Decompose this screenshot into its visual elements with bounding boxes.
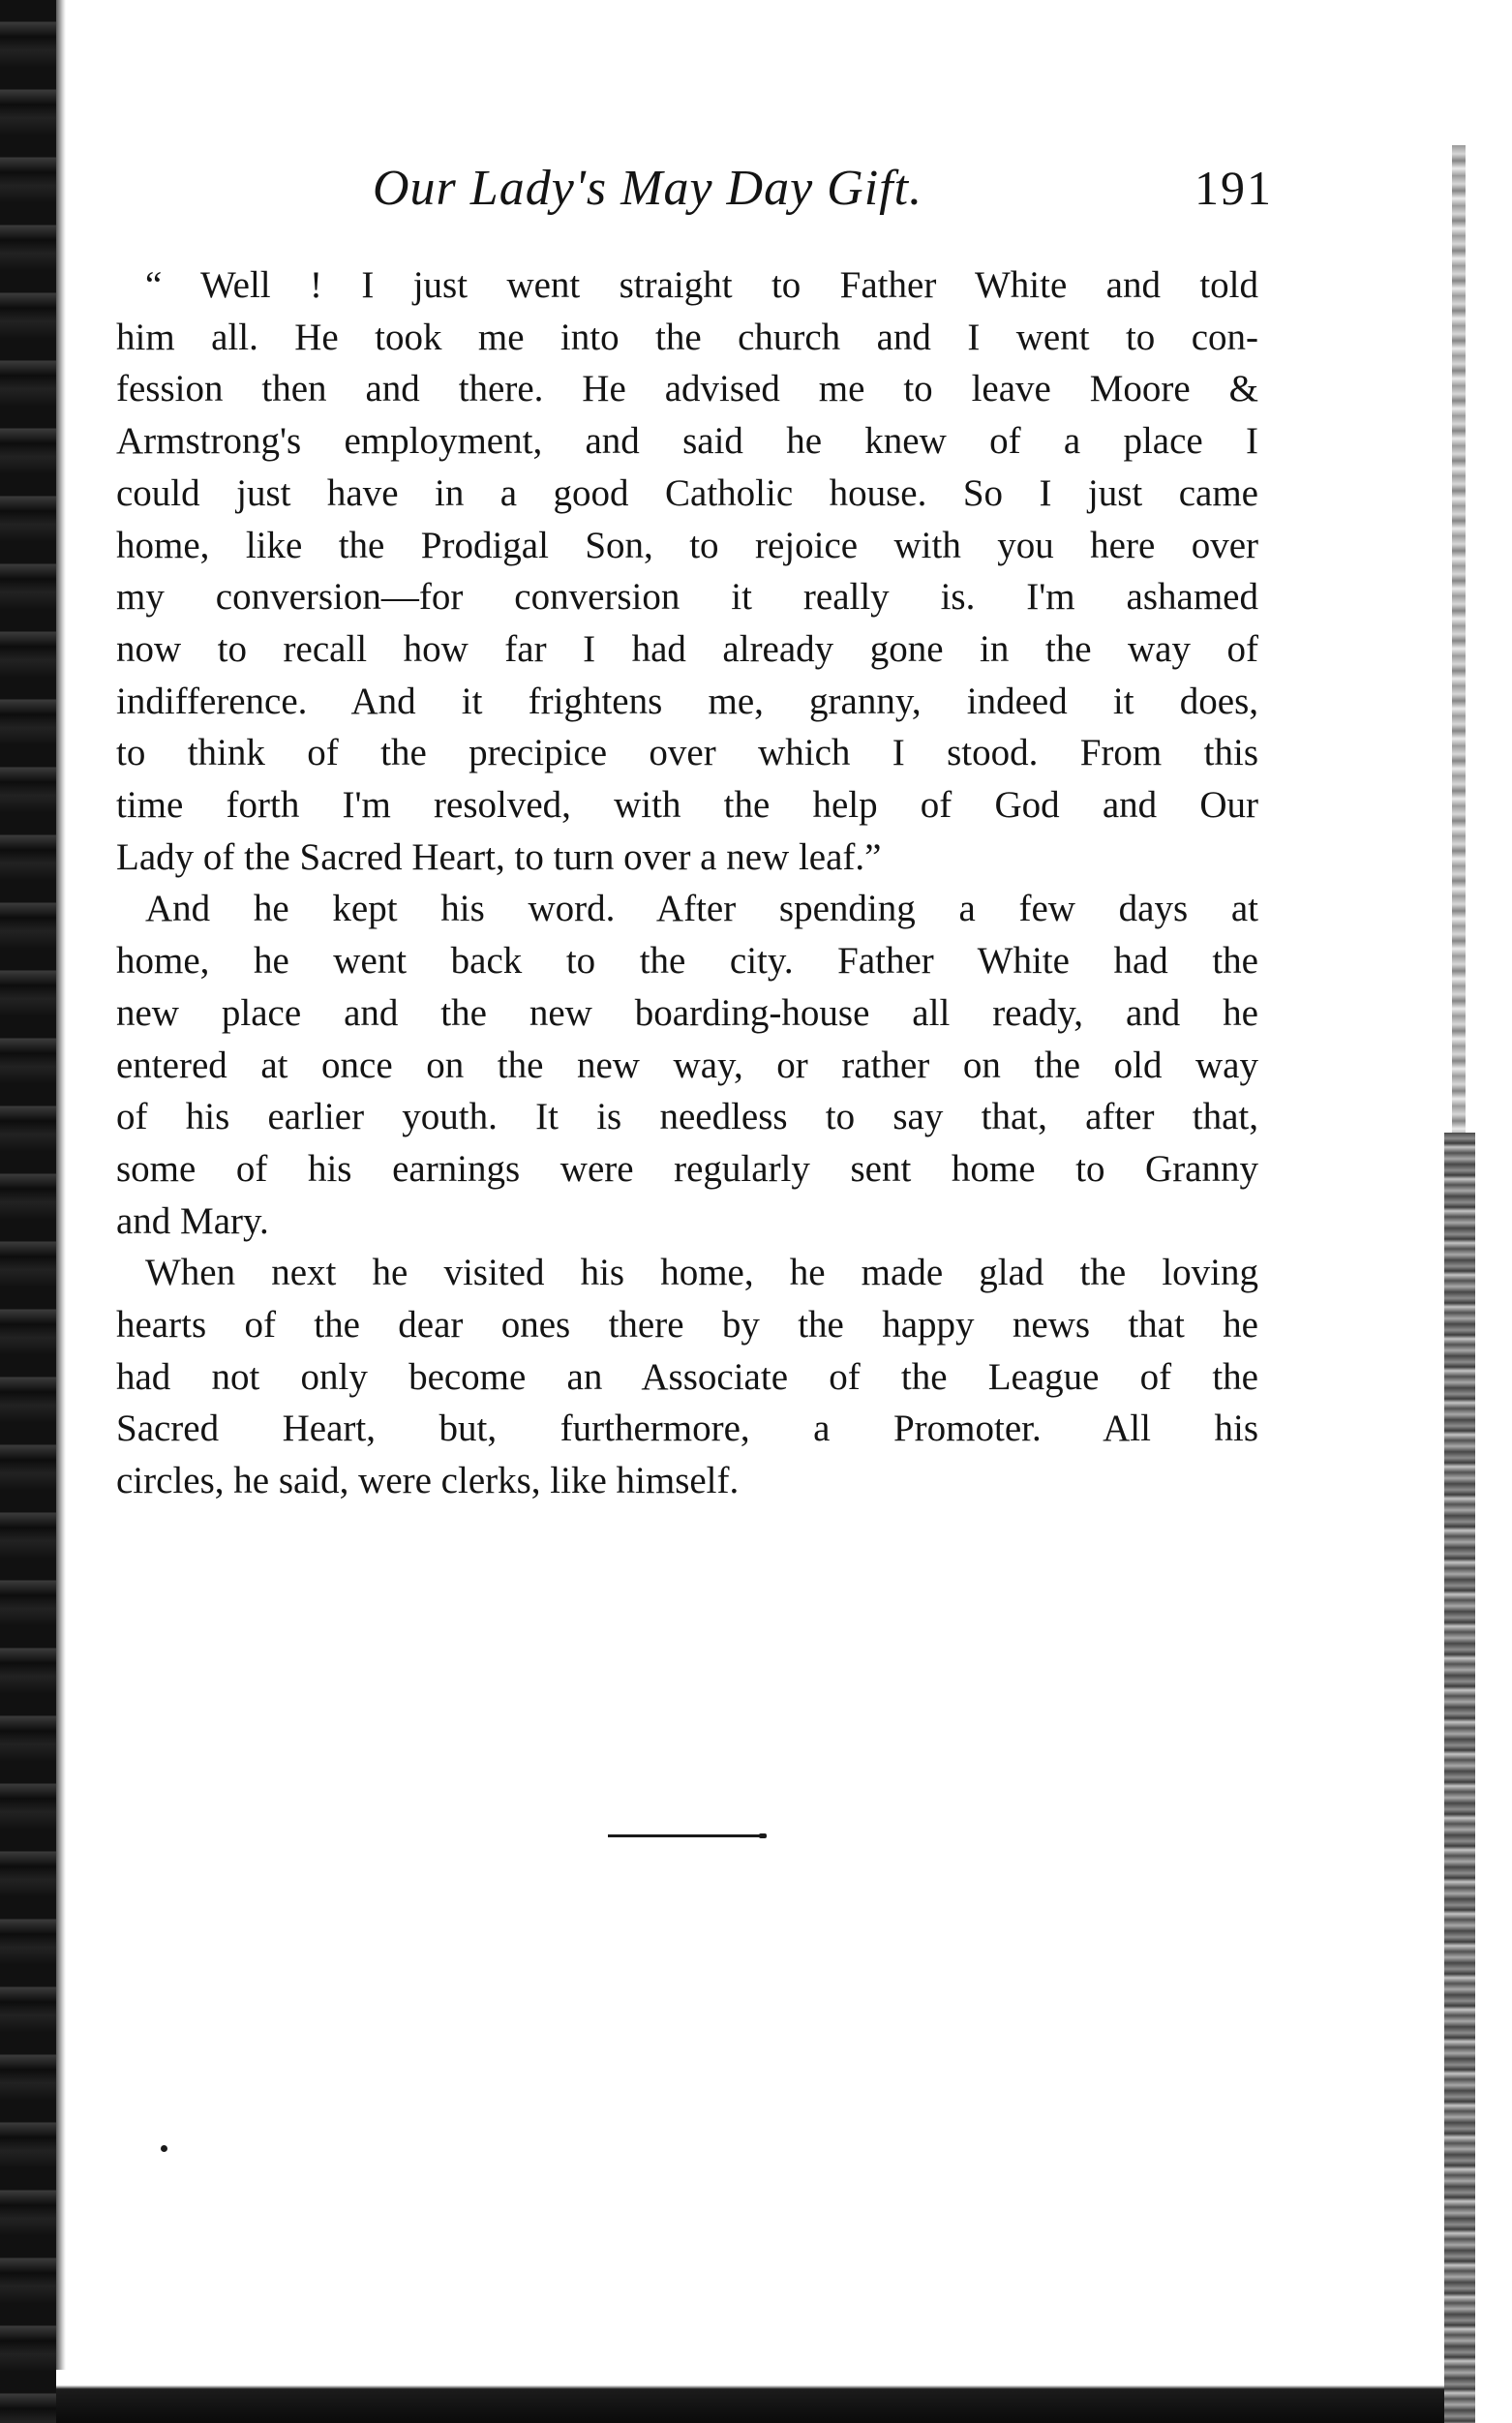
text-line: of his earlier youth. It is needless to say that, after that, <box>116 1096 1258 1138</box>
text-line: now to recall how far I had already gone in the way of <box>116 627 1258 670</box>
scan-bottom-edge-shadow <box>56 2370 1444 2423</box>
section-end-rule <box>608 1834 761 1837</box>
body-text <box>116 259 1258 1507</box>
text-line: “ Well ! I just went straight to Father White and told <box>145 264 1258 306</box>
scan-left-edge-gradient <box>56 0 66 2423</box>
text-line: had not only become an Associate of the League of the <box>116 1355 1258 1398</box>
scan-right-edge-shadow <box>1444 1133 1475 2423</box>
text-line: Sacred Heart, but, furthermore, a Promoter. All his <box>116 1408 1258 1450</box>
paragraph-3 <box>116 1247 1258 1507</box>
paragraph-1 <box>116 259 1258 883</box>
text-line: Armstrong's employment, and said he knew of a place I <box>116 420 1258 463</box>
text-line: When next he visited his home, he made glad the loving <box>145 1252 1258 1294</box>
text-line: home, like the Prodigal Son, to rejoice with you here over <box>116 524 1258 566</box>
text-line: fession then and there. He advised me to leave Moore & <box>116 368 1258 410</box>
text-line: circles, he said, were clerks, like himself. <box>116 1460 740 1502</box>
scan-left-edge-shadow <box>0 0 56 2423</box>
text-line: time forth I'm resolved, with the help of God and Our <box>116 784 1258 827</box>
paragraph-2 <box>116 883 1258 1247</box>
ink-speck <box>161 2145 167 2152</box>
text-line: and Mary. <box>116 1199 269 1242</box>
text-line: some of his earnings were regularly sent home to Granny <box>116 1147 1258 1190</box>
text-line: entered at once on the new way, or rather on the old way <box>116 1044 1258 1086</box>
text-line: Lady of the Sacred Heart, to turn over a new leaf.” <box>116 835 882 878</box>
running-head <box>121 160 1273 220</box>
scan-right-edge-noise <box>1452 145 1466 1133</box>
running-title: Our Lady's May Day Gift. <box>373 161 923 216</box>
text-line: home, he went back to the city. Father White had the <box>116 940 1258 983</box>
text-line: indifference. And it frightens me, granny, indeed it does, <box>116 680 1258 722</box>
text-line: hearts of the dear ones there by the happy news that he <box>116 1304 1258 1347</box>
text-line: And he kept his word. After spending a few days at <box>145 888 1258 930</box>
text-line: him all. He took me into the church and I went to con- <box>116 316 1258 358</box>
text-line: new place and the new boarding-house all ready, and he <box>116 991 1258 1034</box>
text-line: to think of the precipice over which I stood. From this <box>116 732 1258 774</box>
text-line: my conversion—for conversion it really is. I'm ashamed <box>116 576 1258 619</box>
page-number: 191 <box>1194 161 1273 215</box>
text-line: could just have in a good Catholic house. So I just came <box>116 471 1258 514</box>
